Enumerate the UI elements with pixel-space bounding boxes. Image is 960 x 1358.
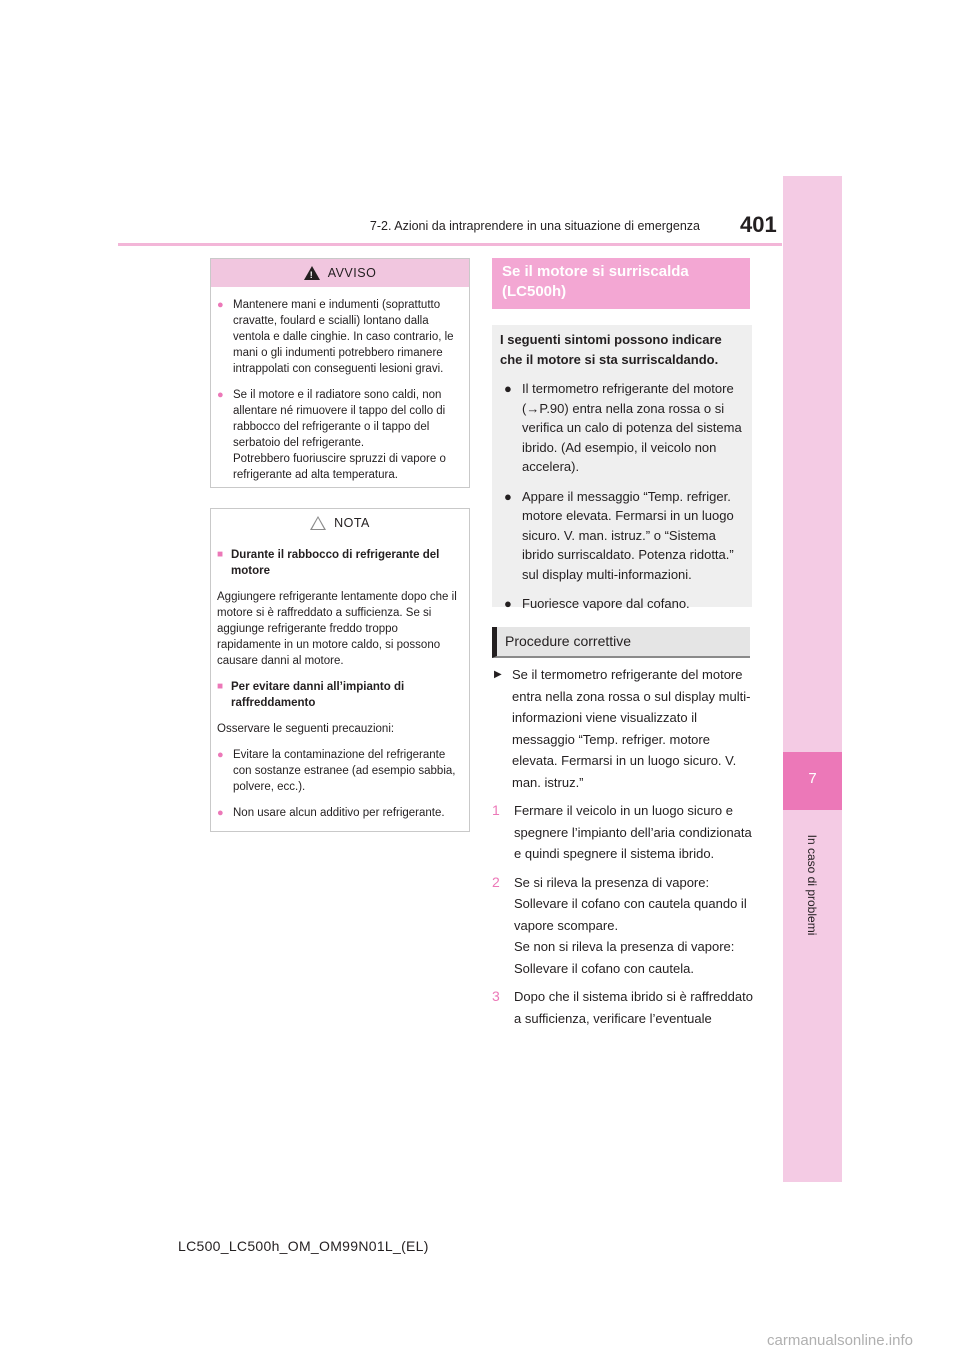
symptom-item: ● Il termometro refrigerante del motore (→P.90) entra nella zona rossa o si verifica un calo di potenza del sistema ibrido. (Ad esempio, il veicolo non accelera). [500,379,742,477]
bullet-icon: ● [504,596,512,611]
notice-item: ● Evitare la contaminazione del refrigerante con sostanze estranee (ad esempio sabbia, polvere, ecc.). [217,749,456,793]
step-text: Dopo che il sistema ibrido si è raffreddato a sufficienza, verificare l’eventuale [514,989,753,1026]
warning-text: Se il motore e il radiatore sono caldi, non allentare né rimuovere il tappo del collo di rabbocco del refrigerante o il tappo del serbatoio del refrigerante. Potrebbero fuoriuscire spruzzi di vapore o refrigerante ad alta temperatura. [233,389,446,481]
page-number: 401 [740,212,777,237]
notice-box [210,508,470,832]
warning-body [211,287,469,493]
notice-body [211,537,469,831]
step-number: 3 [492,988,500,1004]
notice-heading: ■ Per evitare danni all’impianto di raffreddamento [217,681,405,709]
square-bullet-icon: ■ [217,549,224,560]
chapter-tab-strip [783,176,842,1182]
notice-header [211,509,469,537]
notice-paragraph: Osservare le seguenti precauzioni: [217,723,395,735]
notice-item: ● Non usare alcun additivo per refrigerante. [217,807,445,819]
procedure-condition: ▶ Se il termometro refrigerante del motore entra nella zona rossa o sul display multi-informazioni viene visualizzato il messaggio “Temp. refriger. motore elevata. Fermarsi in un luogo sicuro. V. man. istruz.” [492,664,754,793]
warning-title: AVVISO [327,266,377,280]
warning-header [211,259,469,287]
notice-heading: ■ Durante il rabbocco di refrigerante del motore [217,549,440,577]
procedure-step [492,800,754,865]
warning-item [217,297,459,377]
step-text: Se si rileva la presenza di vapore: Sollevare il cofano con cautela quando il vapore scompare. Se non si rileva la presenza di vapore: Sollevare il cofano con cautela. [514,874,747,976]
symptoms-box [492,325,752,611]
procedure-heading: Procedure correttive [492,627,750,658]
overheat-heading: Se il motore si surriscalda (LC500h) [492,258,750,309]
bullet-icon: ● [217,807,224,819]
warning-box [210,258,470,488]
notice-paragraph: Aggiungere refrigerante lentamente dopo che il motore si è raffreddato a sufficienza. Se si aggiunge refrigerante freddo troppo rapidamente in un motore caldo, si possono causare danni al motore. [217,591,457,667]
symptom-item: ● Appare il messaggio “Temp. refriger. motore elevata. Fermarsi in un luogo sicuro. V. man. istruz.” o “Sistema ibrido surriscaldato. Potenza ridotta.” sul display multi-informazioni. [500,487,742,585]
step-number: 1 [492,802,500,818]
square-bullet-icon: ■ [217,681,224,692]
step-number: 2 [492,873,500,890]
triangle-right-icon: ▶ [494,669,502,680]
notice-icon [310,516,326,530]
bullet-icon: ● [217,299,224,311]
warning-text: Mantenere mani e indumenti (soprattutto cravatte, foulard e scialli) lontano dalla ventola e dalle cinghie. In caso contrario, le mani o gli indumenti potrebbero rimanere intrappolati con conseguenti lesioni gravi. [233,299,454,375]
doc-code: LC500_LC500h_OM_OM99N01L_(EL) [178,1238,429,1254]
bullet-icon: ● [504,488,512,504]
chapter-number: 7 [808,770,817,787]
bullet-icon: ● [217,389,224,401]
bullet-icon: ● [217,749,224,761]
symptom-item: ● Fuoriesce vapore dal cofano. [500,594,742,614]
warning-item [217,387,459,483]
watermark: carmanualsonline.info [720,1324,960,1358]
bullet-icon: ● [504,381,512,396]
section-title: 7-2. Azioni da intraprendere in una situazione di emergenza [369,219,700,233]
procedure-step [492,986,754,1029]
procedure-body [492,664,754,1029]
step-text: Fermare il veicolo in un luogo sicuro e spegnere l’impianto dell’aria condizionata e quindi spegnere il sistema ibrido. [514,803,752,861]
chapter-title: In caso di problemi [805,834,819,936]
procedure-step [492,872,754,980]
notice-title: NOTA [334,516,370,530]
header-rule [118,243,782,246]
warning-icon: ! [304,266,320,280]
symptoms-lead: I seguenti sintomi possono indicare che il motore si sta surriscaldando. [500,332,722,367]
